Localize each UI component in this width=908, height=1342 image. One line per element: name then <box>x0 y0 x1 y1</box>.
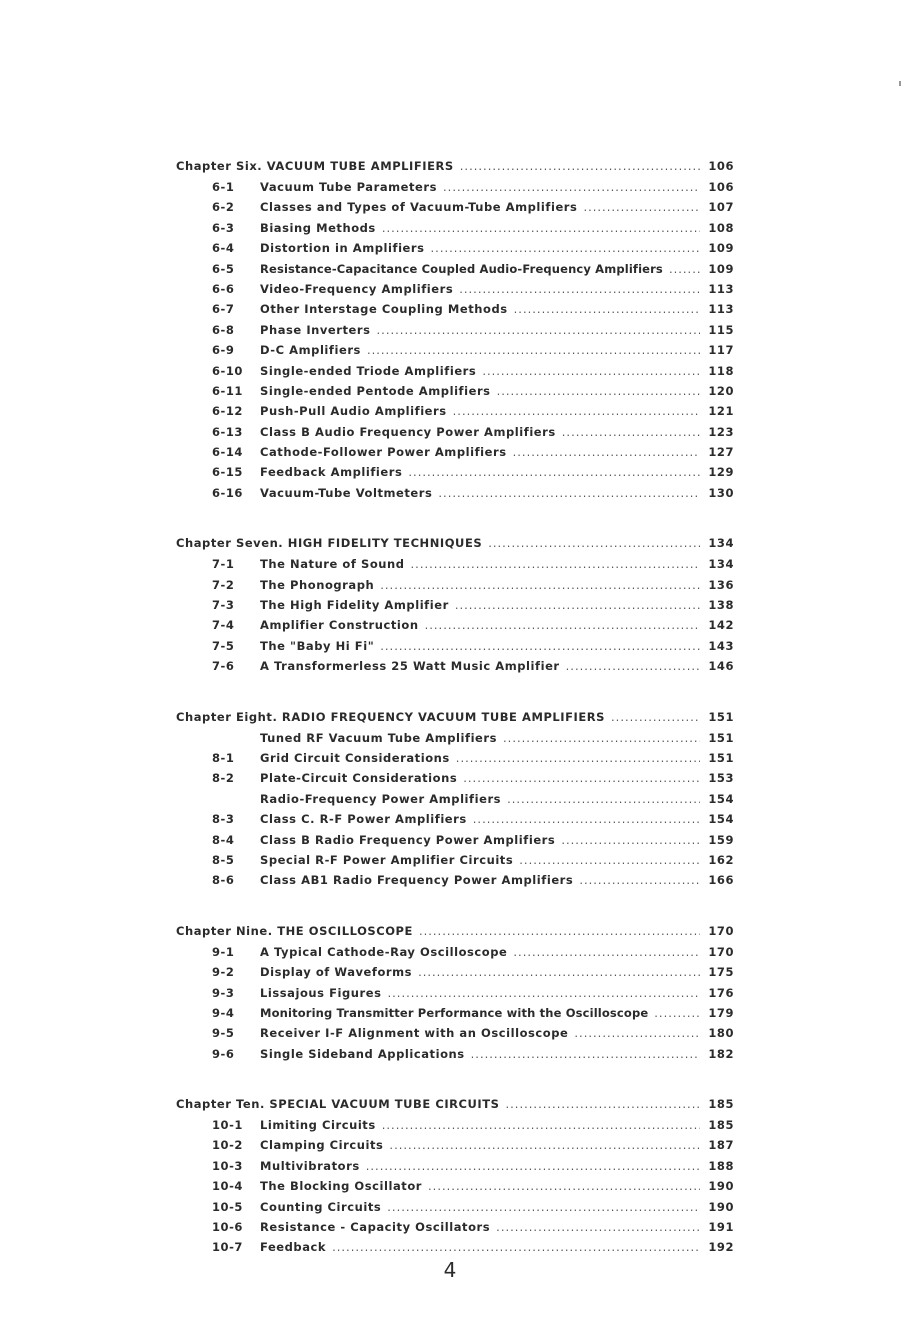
section-title: D-C Amplifiers <box>260 343 361 358</box>
section-title: Limiting Circuits <box>260 1118 376 1133</box>
chapter-page: 151 <box>708 709 734 724</box>
dot-leader <box>387 986 700 1000</box>
section-title: The Nature of Sound <box>260 557 405 572</box>
section-title: Grid Circuit Considerations <box>260 750 450 765</box>
chapter-heading <box>174 536 734 557</box>
chapter-page: 134 <box>708 536 734 551</box>
chapter-heading <box>174 1097 734 1118</box>
dot-leader <box>419 924 700 938</box>
section-number: 9-5 <box>212 1026 235 1041</box>
section-title: Other Interstage Coupling Methods <box>260 302 508 317</box>
toc-entry <box>174 833 734 853</box>
toc-entry <box>174 1220 734 1240</box>
dot-leader <box>382 221 700 235</box>
dot-leader <box>411 557 700 571</box>
section-title: Feedback <box>260 1240 327 1255</box>
chapter-title: Chapter Ten. SPECIAL VACUUM TUBE CIRCUITS <box>176 1097 500 1112</box>
toc-entry <box>174 965 734 985</box>
section-number: 8-6 <box>212 873 235 888</box>
toc-entry <box>174 659 734 679</box>
section-page: 179 <box>708 1005 734 1020</box>
dot-leader <box>669 262 700 276</box>
section-page: 188 <box>708 1158 734 1173</box>
section-number: 6-1 <box>212 180 235 194</box>
dot-leader <box>496 1220 700 1234</box>
section-page: 146 <box>708 659 734 674</box>
section-number: 10-1 <box>212 1118 243 1133</box>
section-title: The Blocking Oscillator <box>260 1179 423 1194</box>
dot-leader <box>387 1200 700 1214</box>
section-title: Resistance - Capacity Oscillators <box>260 1220 491 1235</box>
toc-entry <box>174 751 734 771</box>
dot-leader <box>377 323 700 337</box>
toc-entry <box>174 180 734 200</box>
section-title: Single-ended Triode Amplifiers <box>260 363 477 378</box>
section-page: 138 <box>708 598 734 613</box>
toc-entry <box>174 873 734 893</box>
section-page: 129 <box>708 465 734 480</box>
dot-leader <box>561 833 700 847</box>
toc-entry <box>174 1200 734 1220</box>
section-number: 9-1 <box>212 944 235 959</box>
dot-leader <box>503 731 700 745</box>
dot-leader <box>459 282 700 296</box>
section-number: 9-6 <box>212 1046 235 1061</box>
section-page: 127 <box>708 445 734 460</box>
section-page: 123 <box>708 424 734 439</box>
section-number: 7-5 <box>212 638 235 653</box>
section-number: 10-7 <box>212 1240 243 1255</box>
section-title: Video-Frequency Amplifiers <box>260 281 454 296</box>
toc-entry <box>174 486 734 506</box>
section-page: 170 <box>708 944 734 959</box>
section-page: 115 <box>708 322 734 337</box>
chapter-heading <box>174 710 734 731</box>
scan-mark <box>899 81 901 86</box>
section-title: Class C. R-F Power Amplifiers <box>260 812 467 827</box>
section-number: 8-2 <box>212 771 235 786</box>
section-title: Clamping Circuits <box>260 1138 384 1153</box>
section-number: 6-2 <box>212 200 235 215</box>
dot-leader <box>443 180 700 194</box>
section-page: 190 <box>708 1179 734 1194</box>
section-number: 7-2 <box>212 577 235 592</box>
dot-leader <box>566 659 700 673</box>
dot-leader <box>380 639 700 653</box>
dot-leader <box>514 302 700 316</box>
page-number: 4 <box>443 1258 457 1282</box>
section-title: Phase Inverters <box>260 322 371 337</box>
section-title: The Phonograph <box>260 577 375 592</box>
chapter-ten-section <box>174 1097 734 1261</box>
section-number: 8-5 <box>212 852 235 867</box>
section-number: 6-3 <box>212 220 235 235</box>
section-number: 6-10 <box>212 363 243 378</box>
dot-leader <box>463 771 700 785</box>
section-title: Tuned RF Vacuum Tube Amplifiers <box>260 730 498 745</box>
section-title: Multivibrators <box>260 1158 360 1173</box>
section-number: 10-6 <box>212 1220 243 1235</box>
section-page: 154 <box>708 791 734 806</box>
section-number: 6-4 <box>212 241 235 256</box>
section-number: 6-5 <box>212 261 235 276</box>
toc-entry <box>174 445 734 465</box>
section-number: 6-8 <box>212 322 235 337</box>
section-page: 192 <box>708 1240 734 1255</box>
section-number: 7-4 <box>212 618 235 633</box>
section-page: 190 <box>708 1199 734 1214</box>
dot-leader <box>389 1138 700 1152</box>
section-title: Plate-Circuit Considerations <box>260 771 458 786</box>
section-page: 162 <box>708 852 734 867</box>
section-page: 153 <box>708 771 734 786</box>
toc-entry <box>174 557 734 577</box>
toc-entry <box>174 200 734 220</box>
dot-leader <box>382 1118 700 1132</box>
section-title: The High Fidelity Amplifier <box>260 598 449 613</box>
toc-entry <box>174 792 734 812</box>
toc-entry <box>174 262 734 282</box>
dot-leader <box>611 710 700 724</box>
dot-leader <box>332 1240 700 1254</box>
section-page: 143 <box>708 638 734 653</box>
toc-entry <box>174 1179 734 1199</box>
toc-entry <box>174 731 734 751</box>
section-page: 120 <box>708 383 734 398</box>
section-number: 6-14 <box>212 445 243 460</box>
section-page: 185 <box>708 1118 734 1133</box>
toc-entry <box>174 1159 734 1179</box>
section-title: Single Sideband Applications <box>260 1046 465 1061</box>
table-of-contents <box>174 159 734 1261</box>
chapter-page: 106 <box>708 159 734 173</box>
section-title: Monitoring Transmitter Performance with the Oscilloscope <box>260 1005 649 1020</box>
toc-entry <box>174 945 734 965</box>
dot-leader <box>488 536 700 550</box>
section-number: 6-9 <box>212 343 235 358</box>
chapter-six-section <box>174 159 734 506</box>
section-title: Resistance-Capacitance Coupled Audio-Frequency Amplifiers <box>260 261 663 276</box>
section-page: 175 <box>708 965 734 980</box>
toc-entry <box>174 1138 734 1158</box>
chapter-title: Chapter Six. VACUUM TUBE AMPLIFIERS <box>176 159 454 173</box>
section-number: 6-6 <box>212 281 235 296</box>
section-number: 10-5 <box>212 1199 243 1214</box>
toc-entry <box>174 986 734 1006</box>
chapter-eight-section <box>174 710 734 894</box>
toc-entry <box>174 364 734 384</box>
section-page: 109 <box>708 261 734 276</box>
toc-entry <box>174 384 734 404</box>
dot-leader <box>408 465 700 479</box>
dot-leader <box>482 364 700 378</box>
toc-entry <box>174 598 734 618</box>
toc-entry <box>174 282 734 302</box>
toc-entry <box>174 302 734 322</box>
dot-leader <box>513 445 700 459</box>
section-title: The "Baby Hi Fi" <box>260 638 375 653</box>
dot-leader <box>583 200 700 214</box>
dot-leader <box>473 812 700 826</box>
chapter-page: 185 <box>708 1097 734 1112</box>
dot-leader <box>453 404 700 418</box>
section-number: 10-3 <box>212 1158 243 1173</box>
section-page: 107 <box>708 200 734 215</box>
section-page: 113 <box>708 281 734 296</box>
section-title: Push-Pull Audio Amplifiers <box>260 404 447 419</box>
section-title: Counting Circuits <box>260 1199 382 1214</box>
toc-entry <box>174 578 734 598</box>
section-title: Classes and Types of Vacuum-Tube Amplifiers <box>260 200 578 215</box>
section-number: 8-1 <box>212 750 235 765</box>
section-page: 151 <box>708 730 734 745</box>
section-page: 118 <box>708 363 734 378</box>
section-title: Class B Audio Frequency Power Amplifiers <box>260 424 556 439</box>
toc-entry <box>174 425 734 445</box>
section-title: Receiver I-F Alignment with an Oscilloscope <box>260 1026 569 1041</box>
section-number: 6-13 <box>212 424 243 439</box>
section-page: 191 <box>708 1220 734 1235</box>
dot-leader <box>574 1026 700 1040</box>
dot-leader <box>497 384 700 398</box>
chapter-title: Chapter Seven. HIGH FIDELITY TECHNIQUES <box>176 536 483 551</box>
section-page: 176 <box>708 985 734 1000</box>
chapter-nine-section <box>174 924 734 1067</box>
section-number: 6-16 <box>212 485 243 500</box>
section-title: A Typical Cathode-Ray Oscilloscope <box>260 944 508 959</box>
dot-leader <box>431 241 700 255</box>
section-title: Special R-F Power Amplifier Circuits <box>260 852 514 867</box>
toc-entry <box>174 241 734 261</box>
dot-leader <box>471 1047 700 1061</box>
dot-leader <box>562 425 700 439</box>
toc-entry <box>174 639 734 659</box>
toc-entry <box>174 853 734 873</box>
section-page: 187 <box>708 1138 734 1153</box>
section-title: Amplifier Construction <box>260 618 419 633</box>
chapter-seven-section <box>174 536 734 679</box>
section-title: Vacuum Tube Parameters <box>260 180 438 194</box>
toc-entry <box>174 221 734 241</box>
section-page: 113 <box>708 302 734 317</box>
section-number: 7-6 <box>212 659 235 674</box>
section-title: Class AB1 Radio Frequency Power Amplifiers <box>260 873 574 888</box>
toc-entry <box>174 343 734 363</box>
section-page: 121 <box>708 404 734 419</box>
section-title: Vacuum-Tube Voltmeters <box>260 485 433 500</box>
toc-entry <box>174 812 734 832</box>
toc-entry <box>174 1118 734 1138</box>
chapter-heading <box>174 159 734 180</box>
toc-entry <box>174 1047 734 1067</box>
dot-leader <box>513 945 700 959</box>
dot-leader <box>428 1179 700 1193</box>
section-title: Single-ended Pentode Amplifiers <box>260 383 491 398</box>
section-title: Radio-Frequency Power Amplifiers <box>260 791 502 806</box>
toc-entry <box>174 618 734 638</box>
section-page: 151 <box>708 750 734 765</box>
dot-leader <box>380 578 700 592</box>
dot-leader <box>507 792 700 806</box>
section-number: 9-2 <box>212 965 235 980</box>
section-page: 182 <box>708 1046 734 1061</box>
toc-entry <box>174 404 734 424</box>
dot-leader <box>579 873 700 887</box>
section-number: 6-12 <box>212 404 243 419</box>
section-page: 134 <box>708 557 734 572</box>
section-title: A Transformerless 25 Watt Music Amplifier <box>260 659 560 674</box>
section-page: 154 <box>708 812 734 827</box>
section-number: 6-7 <box>212 302 235 317</box>
dot-leader <box>366 1159 700 1173</box>
section-title: Distortion in Amplifiers <box>260 241 425 256</box>
dot-leader <box>519 853 700 867</box>
dot-leader <box>460 159 700 173</box>
section-title: Feedback Amplifiers <box>260 465 403 480</box>
dot-leader <box>438 486 700 500</box>
section-number: 10-2 <box>212 1138 243 1153</box>
section-number: 8-4 <box>212 832 235 847</box>
toc-entry <box>174 323 734 343</box>
dot-leader <box>367 343 700 357</box>
dot-leader <box>455 598 700 612</box>
section-number: 7-3 <box>212 598 235 613</box>
section-page: 136 <box>708 577 734 592</box>
dot-leader <box>418 965 700 979</box>
section-number: 9-3 <box>212 985 235 1000</box>
toc-entry <box>174 465 734 485</box>
section-page: 142 <box>708 618 734 633</box>
section-title: Biasing Methods <box>260 220 376 235</box>
section-page: 108 <box>708 220 734 235</box>
section-number: 9-4 <box>212 1005 235 1020</box>
section-title: Lissajous Figures <box>260 985 382 1000</box>
section-number: 7-1 <box>212 557 235 572</box>
toc-entry <box>174 1006 734 1026</box>
section-title: Cathode-Follower Power Amplifiers <box>260 445 507 460</box>
section-page: 166 <box>708 873 734 888</box>
section-page: 109 <box>708 241 734 256</box>
section-page: 106 <box>708 180 734 194</box>
toc-entry <box>174 771 734 791</box>
chapter-title: Chapter Eight. RADIO FREQUENCY VACUUM TUBE AMPLIFIERS <box>176 709 606 724</box>
section-page: 159 <box>708 832 734 847</box>
dot-leader <box>456 751 700 765</box>
dot-leader <box>505 1097 700 1111</box>
section-number: 8-3 <box>212 812 235 827</box>
toc-entry <box>174 1026 734 1046</box>
dot-leader <box>425 618 700 632</box>
section-page: 180 <box>708 1026 734 1041</box>
chapter-page: 170 <box>708 923 734 938</box>
section-number: 6-15 <box>212 465 243 480</box>
section-page: 130 <box>708 485 734 500</box>
section-title: Display of Waveforms <box>260 965 413 980</box>
section-number: 6-11 <box>212 383 243 398</box>
section-page: 117 <box>708 343 734 358</box>
section-title: Class B Radio Frequency Power Amplifiers <box>260 832 556 847</box>
chapter-heading <box>174 924 734 945</box>
chapter-title: Chapter Nine. THE OSCILLOSCOPE <box>176 923 413 938</box>
section-number: 10-4 <box>212 1179 243 1194</box>
dot-leader <box>654 1006 700 1020</box>
